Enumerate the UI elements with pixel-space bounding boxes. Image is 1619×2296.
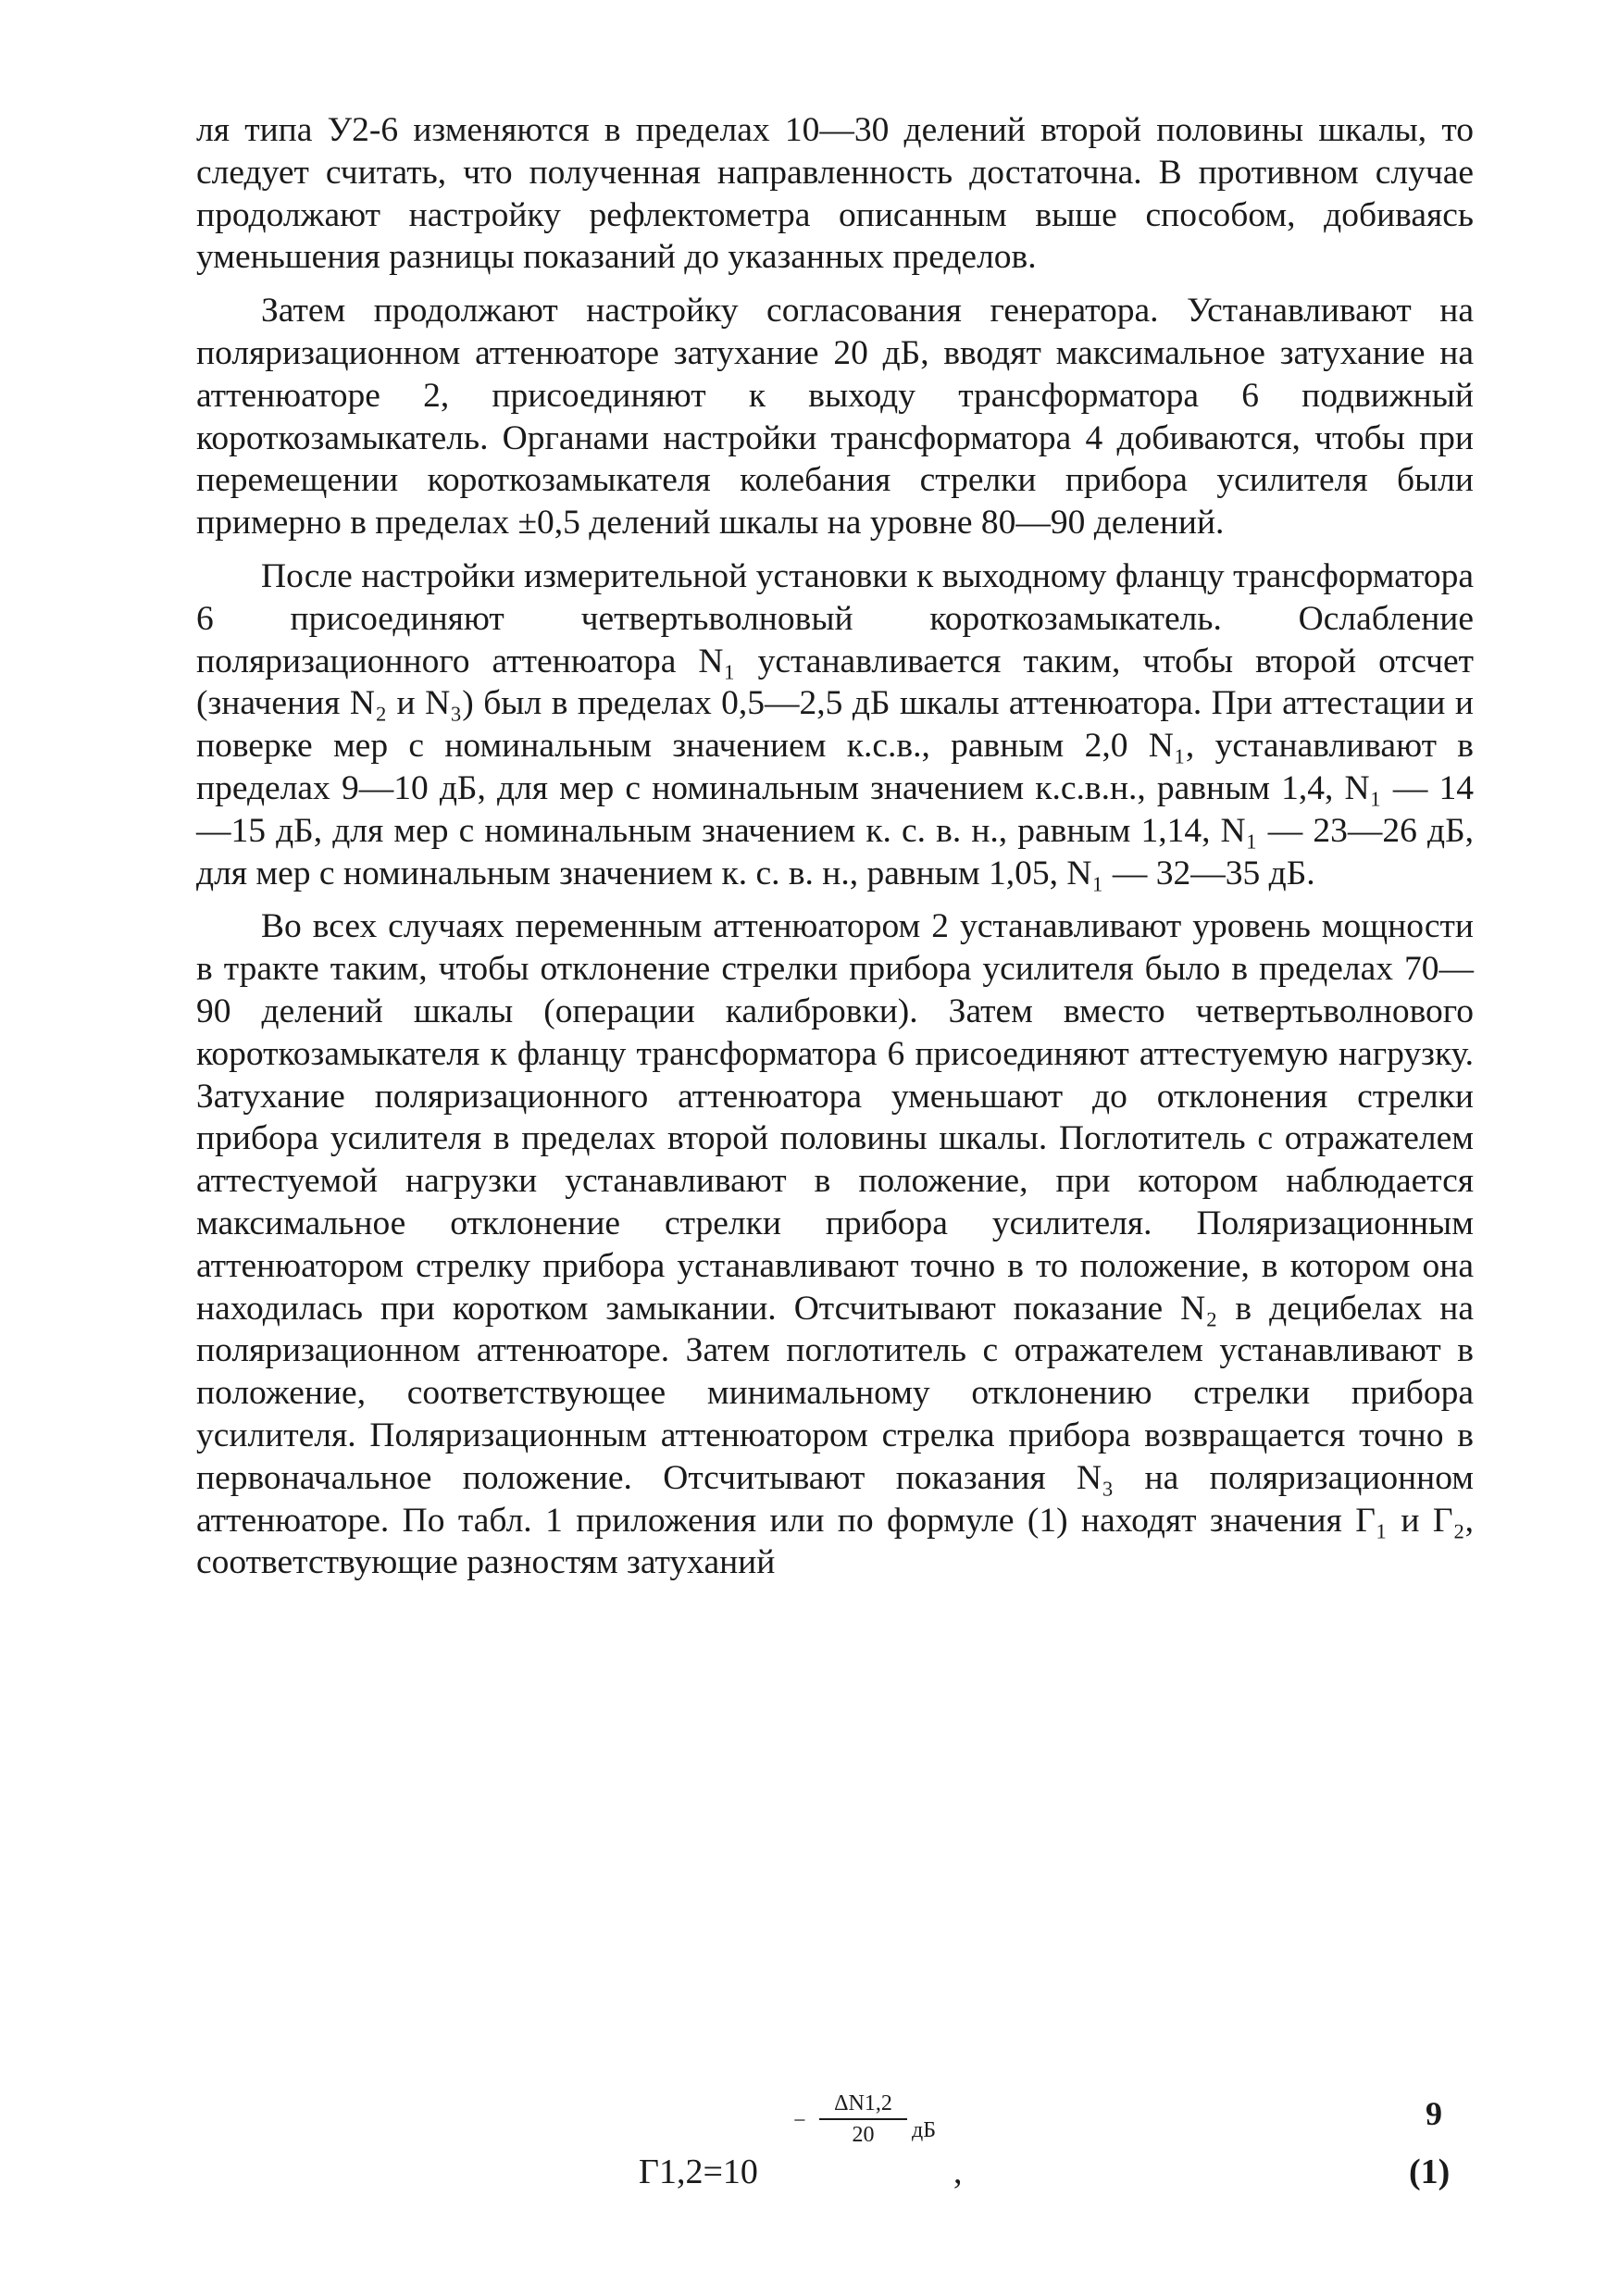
page-number: 9	[1426, 2095, 1442, 2132]
paragraph-2: Затем продолжают настройку согласования генератора. Устанавливают на поляризационном аттенюаторе затухание 20 дБ, вводят максимальное затухание на аттенюаторе 2, присоединяют к выходу трансформатора 6 подвижный короткозамыкатель. Органами настройки трансформатора 4 добиваются, чтобы при перемещении короткозамыкателя колебания стрелки прибора усилителя были примерно в пределах ±0,5 делений шкалы на уровне 80—90 делений.	[196, 292, 1474, 543]
document-page	[196, 109, 1474, 2191]
formula-comma: ,	[953, 2152, 963, 2191]
formula-number: (1)	[1409, 2152, 1451, 2191]
formula-lhs: Г1,2=10	[639, 2152, 758, 2191]
exponent-fraction	[819, 2090, 907, 2148]
formula-1	[196, 2090, 1474, 2211]
paragraph-4: Во всех случаях переменным аттенюатором 2 устанавливают уровень мощности в тракте таким, чтобы отклонение стрелки прибора усилителя было в пределах 70—90 делений шкалы (операции калибровки). Затем вместо четвертьволнового короткозамыкателя к фланцу трансформатора 6 присоединяют аттестуемую нагрузку. Затухание поляризационного аттенюатора уменьшают до отклонения стрелки прибора усилителя в пределах второй половины шкалы. Поглотитель с отражателем аттестуемой нагрузки устанавливают в положение, при котором наблюдается максимальное отклонение стрелки прибора усилителя. Поляризационным аттенюатором стрелку прибора устанавливают точно в то положение, в котором она находилась при коротком замыкании. Отсчитывают показание N₂ в децибелах на поляризационном аттенюаторе. Затем поглотитель с отражателем устанавливают в положение, соответствующее минимальному отклонению стрелки прибора усилителя. Поляризационным аттенюатором стрелка прибора возвращается точно в первоначальное положение. Отсчитывают показания N₃ на поляризационном аттенюаторе. По табл. 1 приложения или по формуле (1) находят значения Г₁ и Г₂, соответствующие разностям затуханий	[196, 907, 1474, 1582]
exponent-numerator: ΔN1,2	[834, 2091, 892, 2115]
exponent-denominator: 20	[852, 2123, 875, 2147]
paragraph-1: ля типа У2-6 изменяются в пределах 10—30 делений второй половины шкалы, то следует считать, что полученная направленность достаточна. В противном случае продолжают настройку рефлектометра описанным выше способом, добиваясь уменьшения разницы показаний до указанных пределов.	[196, 111, 1474, 277]
fraction-bar	[819, 2118, 907, 2120]
paragraph-3: После настройки измерительной установки к выходному фланцу трансформатора 6 присоединяют четвертьволновый короткозамыкатель. Ослабление поляризационного аттенюатора N₁ устанавливается таким, чтобы второй отсчет (значения N₂ и N₃) был в пределах 0,5—2,5 дБ шкалы аттенюатора. При аттестации и поверке мер с номинальным значением к.с.в., равным 2,0 N₁, устанавливают в пределах 9—10 дБ, для мер с номинальным значением к.с.в.н., равным 1,4, N₁ — 14—15 дБ, для мер с номинальным значением к. с. в. н., равным 1,14, N₁ — 23—26 дБ, для мер с номинальным значением к. с. в. н., равным 1,05, N₁ — 32—35 дБ.	[196, 556, 1474, 892]
exponent-unit: дБ	[912, 2118, 936, 2142]
exponent-minus: −	[793, 2109, 806, 2133]
